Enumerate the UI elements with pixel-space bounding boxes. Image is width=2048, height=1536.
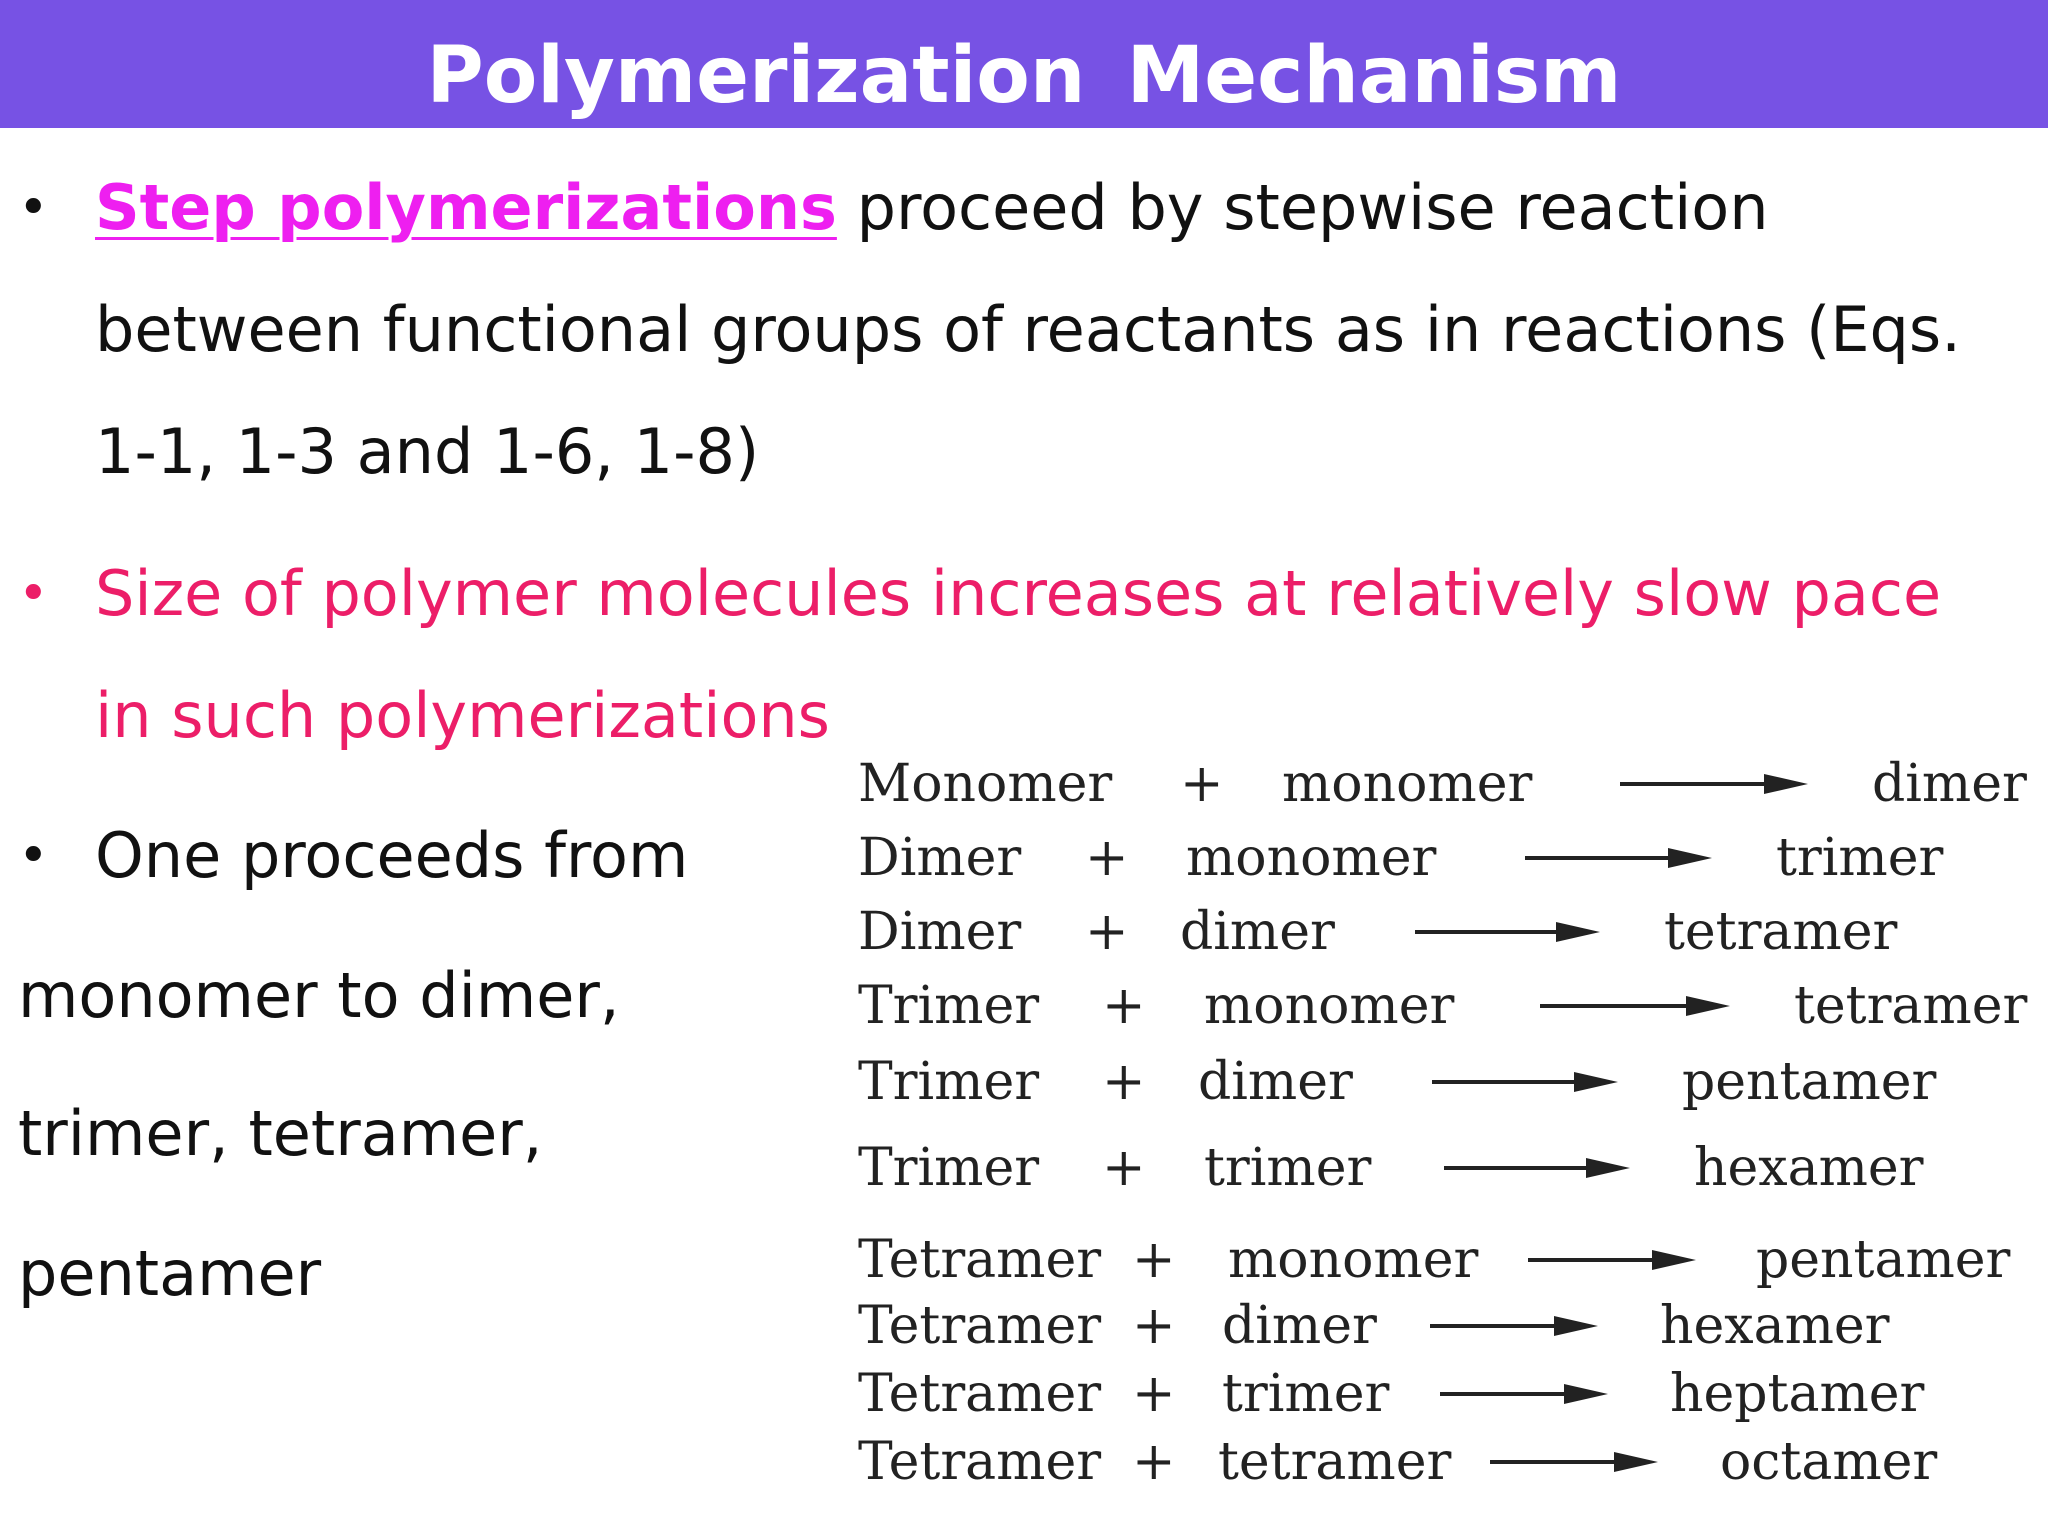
- reaction-10-product: octamer: [1720, 1432, 1938, 1492]
- reaction-3-product: tetramer: [1664, 902, 1898, 962]
- bullet-marker-1: •: [18, 178, 49, 238]
- reaction-3-plus: +: [1085, 902, 1129, 962]
- reaction-9-arrow-icon: [1440, 1382, 1608, 1406]
- reaction-1-reactant-1: Monomer: [858, 754, 1113, 814]
- reaction-1-reactant-2: monomer: [1282, 754, 1533, 814]
- reaction-8-arrow-icon: [1430, 1314, 1598, 1338]
- reaction-7-arrow-icon: [1528, 1248, 1696, 1272]
- reaction-1-arrow-icon: [1620, 772, 1808, 796]
- reaction-9-reactant-2: trimer: [1222, 1364, 1390, 1424]
- reaction-9-reactant-1: Tetramer: [858, 1364, 1102, 1424]
- reaction-10-reactant-1: Tetramer: [858, 1432, 1102, 1492]
- reaction-4-arrow-icon: [1540, 994, 1730, 1018]
- bullet-3-line-3: trimer, tetramer,: [18, 1097, 543, 1170]
- reaction-6-plus: +: [1102, 1138, 1146, 1198]
- reaction-9-plus: +: [1132, 1364, 1176, 1424]
- reaction-3-reactant-1: Dimer: [858, 902, 1022, 962]
- reaction-6-product: hexamer: [1694, 1138, 1924, 1198]
- slide-title: Polymerization Mechanism: [426, 31, 1622, 121]
- reaction-7-product: pentamer: [1756, 1230, 2011, 1290]
- reaction-7-plus: +: [1132, 1230, 1176, 1290]
- reaction-9-product: heptamer: [1670, 1364, 1925, 1424]
- reaction-5-product: pentamer: [1682, 1052, 1937, 1112]
- step-polymerizations-highlight: Step polymerizations: [95, 171, 837, 244]
- reaction-6-reactant-1: Trimer: [858, 1138, 1040, 1198]
- reaction-4-plus: +: [1102, 976, 1146, 1036]
- reaction-3-reactant-2: dimer: [1180, 902, 1335, 962]
- reaction-10-reactant-2: tetramer: [1218, 1432, 1452, 1492]
- bullet-1-line-3: 1-1, 1-3 and 1-6, 1-8): [95, 415, 760, 488]
- reaction-10-plus: +: [1132, 1432, 1176, 1492]
- bullet-marker-3: •: [18, 826, 49, 886]
- reaction-5-plus: +: [1102, 1052, 1146, 1112]
- bullet-1-line-1-rest: proceed by stepwise reaction: [836, 171, 1769, 244]
- bullet-2-line-1: Size of polymer molecules increases at relatively slow pace: [95, 557, 1942, 630]
- reaction-2-arrow-icon: [1525, 846, 1712, 870]
- reaction-8-reactant-2: dimer: [1222, 1296, 1377, 1356]
- reaction-10-arrow-icon: [1490, 1450, 1658, 1474]
- reaction-8-reactant-1: Tetramer: [858, 1296, 1102, 1356]
- title-bar: [0, 0, 2048, 128]
- reaction-2-plus: +: [1085, 828, 1129, 888]
- reaction-4-reactant-1: Trimer: [858, 976, 1040, 1036]
- bullet-1-line-1: [95, 172, 1769, 244]
- reaction-1-plus: +: [1180, 754, 1224, 814]
- reaction-4-reactant-2: monomer: [1204, 976, 1455, 1036]
- bullet-3-line-4: pentamer: [18, 1237, 322, 1310]
- reaction-8-product: hexamer: [1660, 1296, 1890, 1356]
- reaction-3-arrow-icon: [1415, 920, 1600, 944]
- reaction-2-product: trimer: [1776, 828, 1944, 888]
- reaction-7-reactant-2: monomer: [1228, 1230, 1479, 1290]
- reaction-6-reactant-2: trimer: [1204, 1138, 1372, 1198]
- reaction-8-plus: +: [1132, 1296, 1176, 1356]
- reaction-6-arrow-icon: [1444, 1156, 1630, 1180]
- bullet-1-line-2: between functional groups of reactants as in reactions (Eqs.: [95, 293, 1961, 366]
- reaction-2-reactant-1: Dimer: [858, 828, 1022, 888]
- bullet-2-line-2: in such polymerizations: [95, 679, 830, 752]
- reaction-2-reactant-2: monomer: [1186, 828, 1437, 888]
- reaction-5-reactant-1: Trimer: [858, 1052, 1040, 1112]
- reaction-1-product: dimer: [1872, 754, 2027, 814]
- bullet-marker-2: •: [18, 564, 49, 624]
- reaction-5-reactant-2: dimer: [1198, 1052, 1353, 1112]
- reaction-5-arrow-icon: [1432, 1070, 1618, 1094]
- reaction-4-product: tetramer: [1794, 976, 2028, 1036]
- bullet-3-line-2: monomer to dimer,: [18, 959, 620, 1032]
- reaction-7-reactant-1: Tetramer: [858, 1230, 1102, 1290]
- bullet-3-line-1: One proceeds from: [95, 819, 689, 892]
